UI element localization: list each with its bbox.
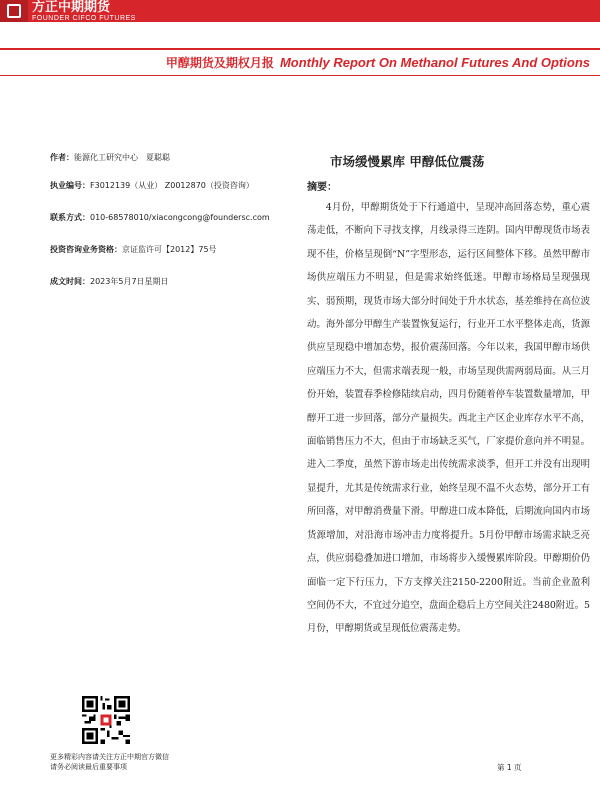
license-value: F3012139（从业） Z0012870（投资咨询）	[90, 181, 254, 190]
founder-logo-icon	[0, 0, 28, 22]
abstract-label: 摘要：	[307, 182, 337, 193]
qualification-value: 京证监许可【2012】75号	[122, 245, 217, 254]
report-headline: 市场缓慢累库 甲醇低位震荡	[330, 154, 485, 169]
author-label: 作者：	[50, 153, 74, 162]
contact-line	[50, 212, 290, 223]
author-value: 能源化工研究中心 夏聪聪	[74, 153, 170, 162]
date-label: 成文时间：	[50, 277, 90, 286]
page-number: 第 1 页	[497, 763, 522, 772]
qr-caption-line1: 更多精彩内容请关注方正中期官方微信	[50, 753, 169, 761]
report-title-en: Monthly Report On Methanol Futures And Options	[279, 55, 590, 70]
brand-logo	[0, 0, 160, 22]
license-label: 执业编号：	[50, 181, 90, 190]
logo-en-text: FOUNDER CIFCO FUTURES	[32, 14, 136, 22]
qualification-label: 投资咨询业务资格：	[50, 245, 122, 254]
qr-caption	[50, 752, 310, 772]
report-title-bar	[0, 48, 600, 76]
qr-code-icon[interactable]	[82, 696, 130, 744]
contact-label: 联系方式：	[50, 213, 90, 222]
qualification-line	[50, 244, 290, 255]
date-value: 2023年5月7日星期日	[90, 277, 169, 286]
report-title-cn: 甲醇期货及期权月报	[165, 56, 274, 70]
logo-cn-text: 方正中期期货	[32, 0, 111, 15]
author-line	[50, 152, 290, 163]
abstract-body: 4月份，甲醇期货处于下行通道中，呈现冲高回落态势，重心震荡走低，不断向下寻找支撑，月线录得三连阴。国内甲醇现货市场表现不佳，价格呈现倒“N”字型形态，运行区间整体下移。虽然甲醇市场供应端压力不明显，但是需求始终低迷。甲醇市场格局呈现强现实、弱预期，现货市场大部分时间处于升水状态，基差维持在高位波动。海外部分甲醇生产装置恢复运行，行业开工水平整体走高，货源供应呈现稳中增加态势，报价震荡回落。今年以来，我国甲醇市场供应端压力不大，但需求端表现一般，市场呈现供需两弱局面。从三月份开始，装置春季检修陆续启动，四月份随着停车装置数量增加，甲醇开工进一步回落，部分产量损失。西北主产区企业库存水平不高，面临销售压力不大，但由于市场缺乏买气，厂家提价意向并不明显。进入二季度，虽然下游市场走出传统需求淡季，但开工并没有出现明显提升，尤其是传统需求行业，始终呈现不温不火态势，部分开工有所回落，对甲醇消费量下滑。甲醇进口成本降低，后期流向国内市场货源增加，对沿海市场冲击力度将提升。5月份甲醇市场需求缺乏亮点，供应弱稳叠加进口增加，市场将步入缓慢累库阶段。甲醇期价仍面临一定下行压力，下方支撑关注2150-2200附近。当前企业盈利空间仍不大，不宜过分追空，盘面企稳后上方空间关注2480附近。5月份，甲醇期货或呈现低位震荡走势。	[307, 202, 590, 635]
qr-caption-line2: 请务必阅读最后重要事项	[50, 763, 127, 771]
contact-value[interactable]: 010-68578010/xiacongcong@foundersc.com	[90, 213, 270, 222]
date-line	[50, 276, 290, 287]
license-line	[50, 180, 290, 191]
